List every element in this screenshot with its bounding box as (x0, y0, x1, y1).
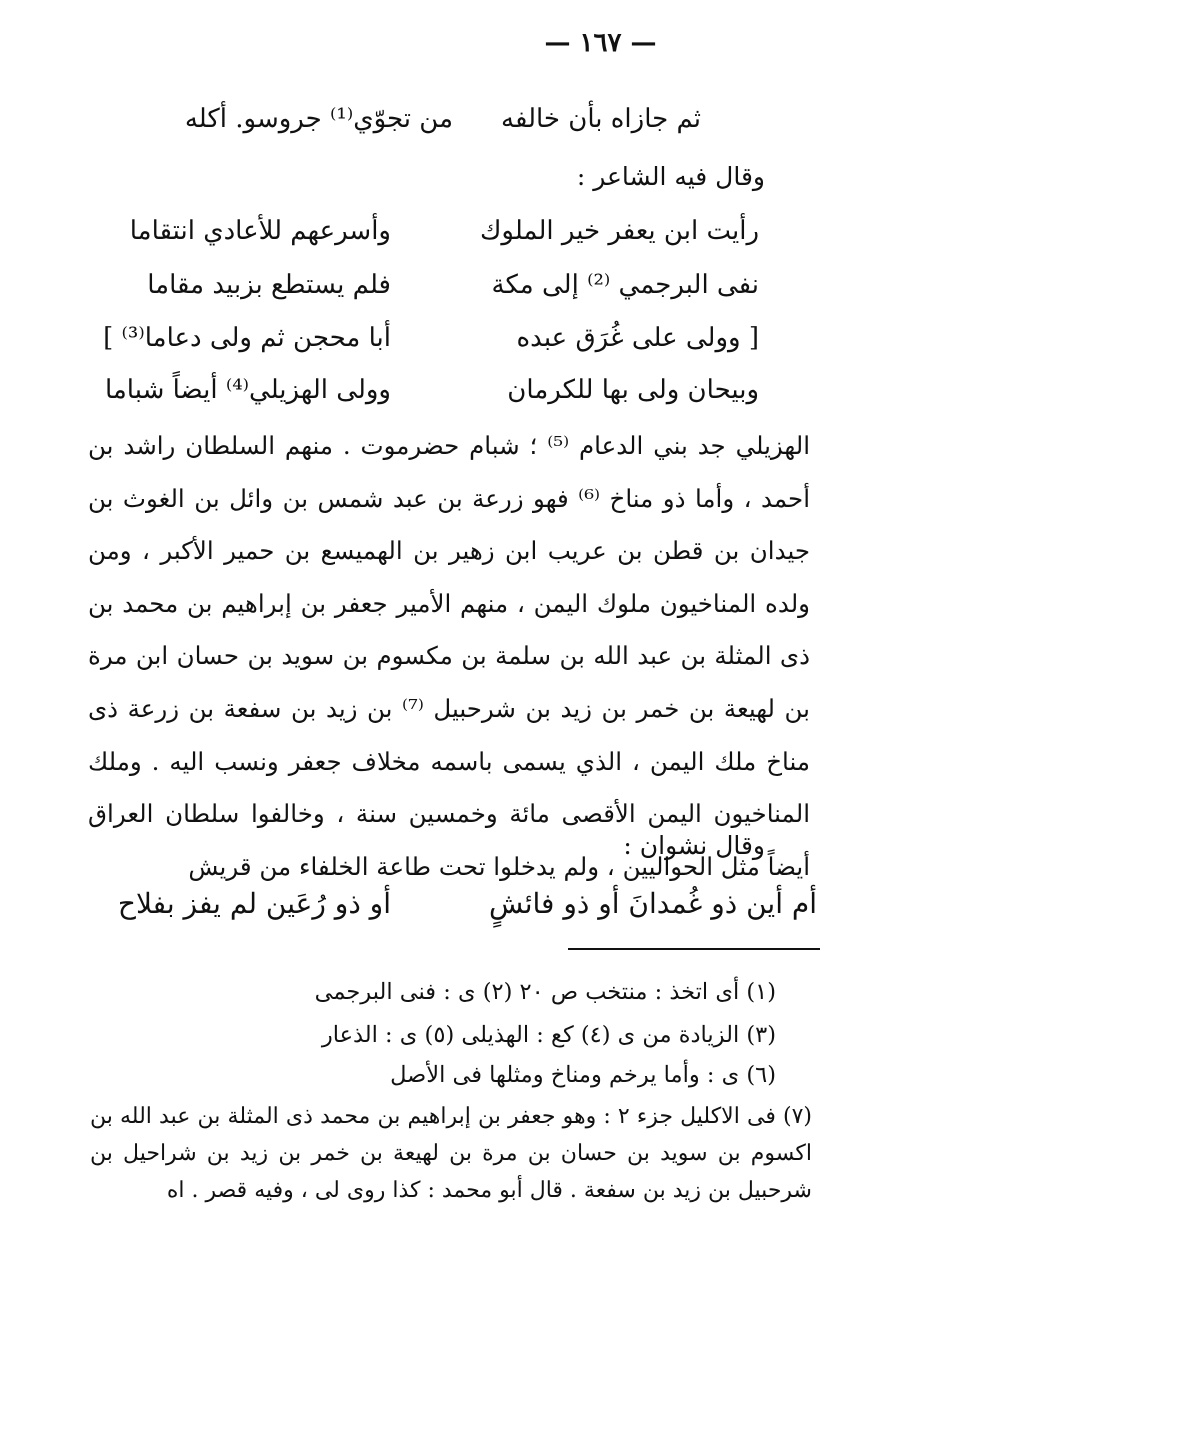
nashwan-verse-right: أم أين ذو غُمدانَ أو ذو فائشٍ (489, 887, 817, 920)
poem-line-4-left: وولى الهزيلي⁽⁴⁾ أيضاً شباما (104, 375, 391, 405)
poem-line-1-left: وأسرعهم للأعادي انتقاما (129, 216, 391, 246)
intro-verse-right: ثم جازاه بأن خالفه (501, 104, 701, 134)
page-number: — ١٦٧ — (544, 28, 657, 58)
poem-line-3-left: أبا محجن ثم ولى دعاما⁽³⁾ ] (103, 323, 391, 353)
poet-intro: وقال فيه الشاعر : (576, 162, 765, 191)
footnote-line-2: (٣) الزيادة من ى (٤) كع : الهذيلى (٥) ى : الذعار (321, 1022, 776, 1048)
poem-line-2-right: نفى البرجمي ⁽²⁾ إلى مكة (491, 270, 759, 300)
footnote-7: (٧) فى الاكليل جزء ٢ : وهو جعفر بن إبراهيم بن محمد ذى المثلة بن عبد الله بن اكسوم بن سويد بن حسان بن مرة بن لهيعة بن خمر بن زيد بن شراحيل بن شرحبيل بن زيد بن سفعة . قال أبو محمد : كذا روى لى ، وفيه قصر . اه (90, 1104, 812, 1203)
footnote-line-3: (٦) ى : وأما يرخم ومناخ ومثلها فى الأصل (390, 1062, 776, 1088)
nashwan-verse-left: أو ذو رُعَين لم يفز بفلاح (117, 887, 391, 920)
poem-line-2-left: فلم يستطع بزبيد مقاما (147, 270, 391, 300)
footnote-line-1: (١) أى اتخذ : منتخب ص ٢٠ (٢) ى : فنى البرجمى (314, 979, 776, 1005)
footnote-divider (568, 948, 820, 950)
poem-line-4-right: وبيحان ولى بها للكرمان (507, 375, 759, 405)
body-paragraph: الهزيلي جد بني الدعام ⁽⁵⁾ ؛ شبام حضرموت . منهم السلطان راشد بن أحمد ، وأما ذو مناخ ⁽⁶⁾ فهو زرعة بن عبد شمس بن وائل بن الغوث بن جيدان بن قطن بن عريب ابن زهير بن الهميسع بن حمير الأكبر ، ومن ولده المناخيون ملوك اليمن ، منهم الأمير جعفر بن إبراهيم بن محمد بن ذى المثلة بن عبد الله بن سلمة بن مكسوم بن سويد بن حسان ابن مرة بن لهيعة بن خمر بن زيد بن شرحبيل ⁽⁷⁾ بن زيد بن سفعة بن زرعة ذى مناخ ملك اليمن ، الذي يسمى باسمه مخلاف جعفر ونسب اليه . وملك المناخيون اليمن الأقصى مائة وخمسين سنة ، وخالفوا سلطان العراق أيضاً مثل الحواليين ، ولم يدخلوا تحت طاعة الخلفاء من قريش (88, 431, 810, 881)
poem-line-3-right: [ وولى على غُرَق عبده (516, 323, 759, 353)
intro-verse-left: من تجوّي⁽¹⁾ جروسو. أكله (184, 104, 453, 134)
poem-line-1-right: رأيت ابن يعفر خير الملوك (479, 216, 759, 246)
nashwan-intro: وقال نشوان : (623, 831, 765, 860)
